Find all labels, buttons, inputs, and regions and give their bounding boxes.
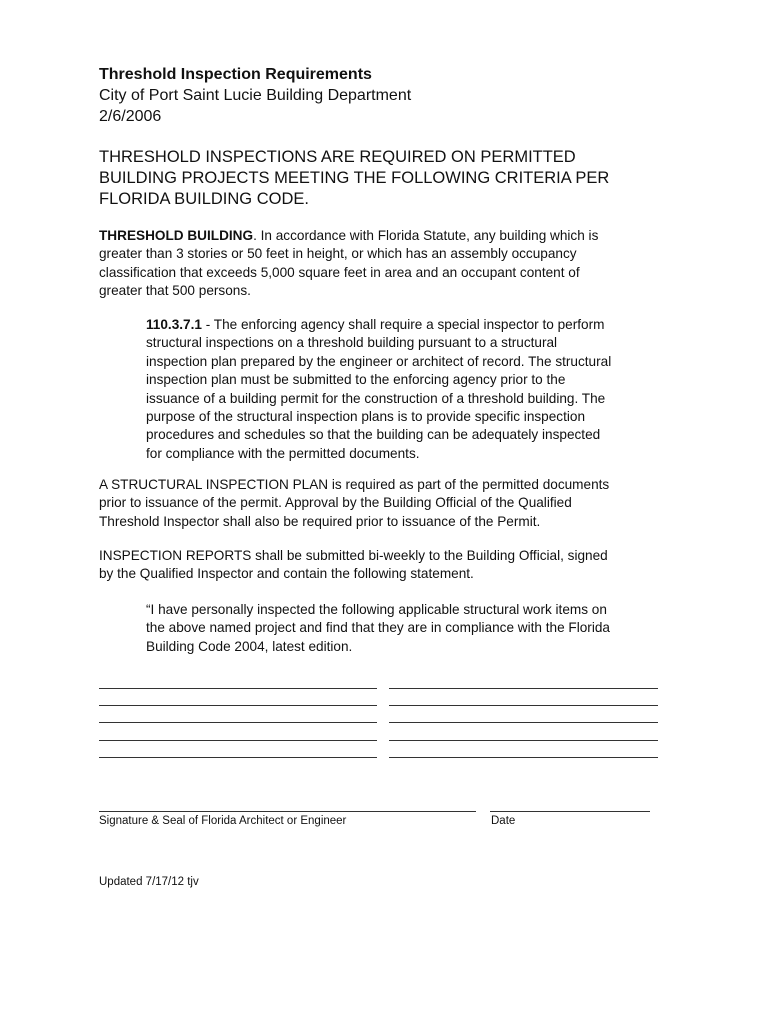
heading-line: THRESHOLD INSPECTIONS ARE REQUIRED ON PERMITTED [99, 148, 576, 166]
work-item-blank-line[interactable] [389, 740, 658, 741]
code-section [146, 316, 611, 463]
signature-line[interactable] [99, 811, 476, 812]
reports-line: by the Qualified Inspector and contain the following statement. [99, 566, 474, 582]
date-label: Date [491, 815, 516, 827]
requirement-heading [99, 147, 679, 210]
work-item-blank-line[interactable] [99, 705, 377, 706]
code-section-line: - The enforcing agency shall require a special inspector to perform [201, 317, 605, 332]
heading-line: FLORIDA BUILDING CODE. [99, 190, 309, 208]
plan-line: A STRUCTURAL INSPECTION PLAN is required as part of the permitted documents [99, 477, 610, 492]
plan-line: prior to issuance of the permit. Approval by the Building Official of the Qualified [99, 495, 572, 511]
work-item-blank-line[interactable] [99, 722, 377, 723]
document-title: Threshold Inspection Requirements [99, 66, 372, 83]
inspector-statement [146, 601, 610, 656]
heading-line: BUILDING PROJECTS MEETING THE FOLLOWING CRITERIA PER [99, 169, 610, 187]
date-line[interactable] [490, 811, 650, 812]
code-section-line: purpose of the structural inspection plans is to provide specific inspection [146, 409, 586, 425]
work-item-blank-line[interactable] [389, 722, 658, 723]
statement-line: the above named project and find that they are in compliance with the Florida [146, 620, 610, 636]
definition-line: greater that 500 persons. [99, 283, 251, 299]
updated-note: Updated 7/17/12 tjv [99, 876, 199, 888]
code-section-line: inspection plan prepared by the engineer or architect of record. The structural [146, 353, 612, 369]
definition-term: THRESHOLD BUILDING [99, 228, 254, 243]
plan-line: Threshold Inspector shall also be required prior to issuance of the Permit. [99, 513, 541, 529]
code-section-line: structural inspections on a threshold building pursuant to a structural [146, 335, 558, 351]
threshold-building-definition [99, 227, 598, 301]
work-item-blank-line[interactable] [389, 757, 658, 758]
statement-line: Building Code 2004, latest edition. [146, 638, 353, 654]
work-item-blank-line[interactable] [99, 740, 377, 741]
reports-line: INSPECTION REPORTS shall be submitted bi-weekly to the Building Official, signed [99, 548, 608, 563]
code-section-line: procedures and schedules so that the building can be adequately inspected [146, 427, 601, 443]
definition-line: . In accordance with Florida Statute, any building which is [253, 228, 599, 243]
code-section-line: inspection plan must be submitted to the enforcing agency prior to the [146, 372, 566, 388]
work-item-blank-line[interactable] [99, 688, 377, 689]
definition-line: greater than 3 stories or 50 feet in height, or which has an assembly occupancy [99, 246, 577, 262]
document-date: 2/6/2006 [99, 108, 162, 125]
inspection-reports-paragraph [99, 547, 608, 584]
code-section-line: issuance of a building permit for the construction of a threshold building. The [146, 390, 606, 406]
code-section-number: 110.3.7.1 [146, 317, 202, 332]
work-item-blank-line[interactable] [389, 688, 658, 689]
work-item-blank-line[interactable] [389, 705, 658, 706]
work-item-blank-line[interactable] [99, 757, 377, 758]
department-name: City of Port Saint Lucie Building Department [99, 87, 412, 104]
statement-line: “I have personally inspected the following applicable structural work items on [146, 602, 607, 617]
inspection-plan-paragraph [99, 476, 609, 531]
signature-label: Signature & Seal of Florida Architect or Engineer [99, 815, 347, 827]
definition-line: classification that exceeds 5,000 square feet in area and an occupant content of [99, 264, 580, 280]
code-section-line: for compliance with the permitted documents. [146, 445, 420, 461]
